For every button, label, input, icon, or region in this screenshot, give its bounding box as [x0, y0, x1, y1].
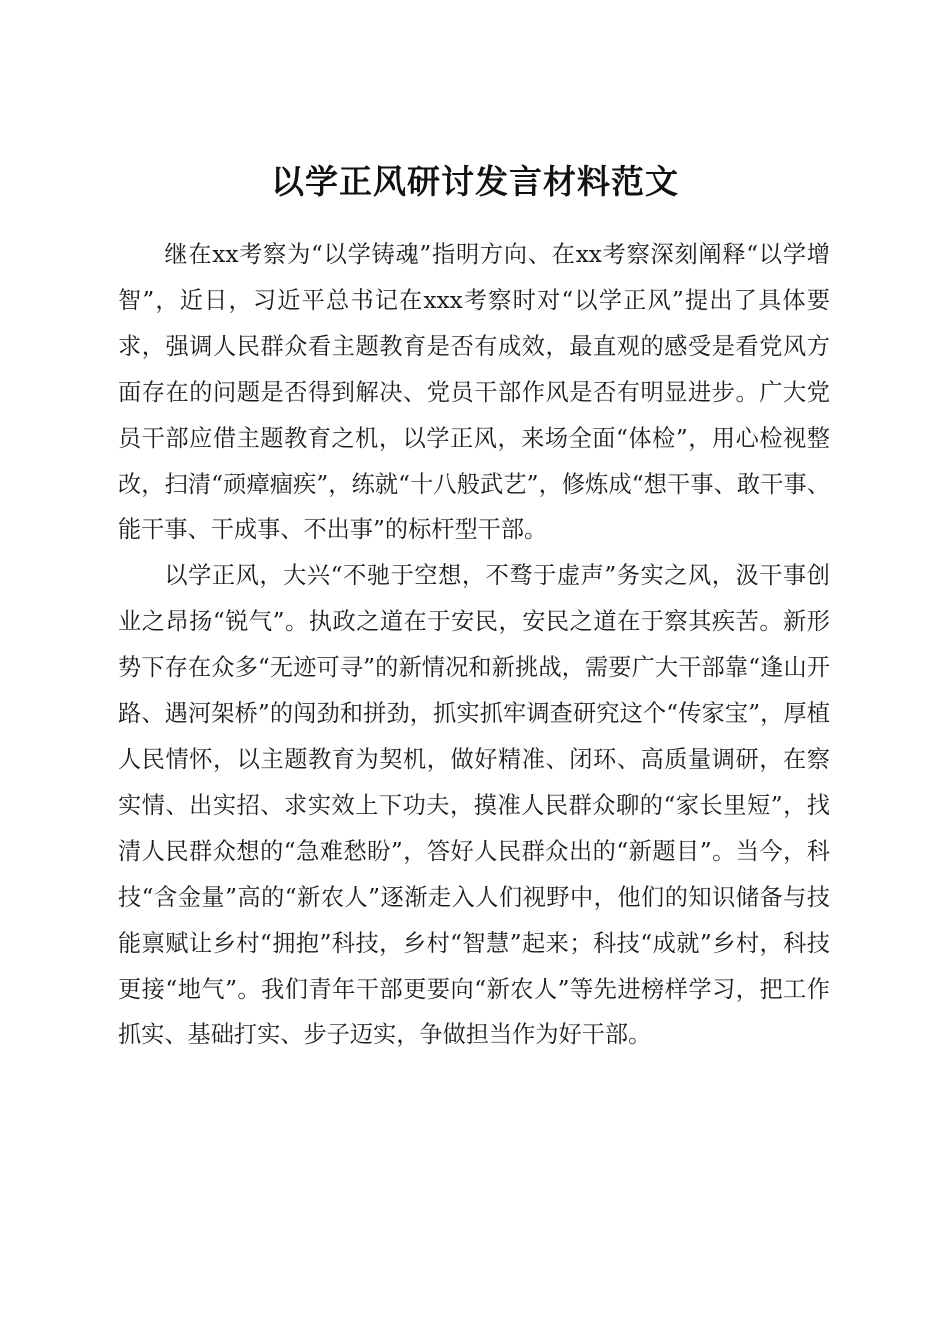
document-title: 以学正风研讨发言材料范文	[271, 162, 679, 202]
paragraph-1: 继在xx考察为“以学铸魂”指明方向、在xx考察深刻阐释“以学增智”，近日，习近平总书记在xxx考察时对“以学正风”提出了具体要求，强调人民群众看主题教育是否有成效，最直观的感受是看党风方面存在的问题是否得到解决、党员干部作风是否有明显进步。广大党员干部应借主题教育之机，以学正风，来场全面“体检”，用心检视整改，扫清“顽瘴痼疾”，练就“十八般武艺”，修炼成“想干事、敢干事、能干事、干成事、不出事”的标杆型干部。	[118, 241, 830, 544]
paragraph-2: 以学正风，大兴“不驰于空想，不骛于虚声”务实之风，汲干事创业之昂扬“锐气”。执政之道在于安民，安民之道在于察其疾苦。新形势下存在众多“无迹可寻”的新情况和新挑战，需要广大干部靠“逢山开路、遇河架桥”的闯劲和拼劲，抓实抓牢调查研究这个“传家宝”，厚植人民情怀，以主题教育为契机，做好精准、闭环、高质量调研，在察实情、出实招、求实效上下功夫，摸准人民群众聊的“家长里短”，找清人民群众想的“急难愁盼”，答好人民群众出的“新题目”。当今，科技“含金量”高的“新农人”逐渐走入人们视野中，他们的知识储备与技能禀赋让乡村“拥抱”科技，乡村“智慧”起来；科技“成就”乡村，科技更接“地气”。我们青年干部更要向“新农人”等先进榜样学习，把工作抓实、基础打实、步子迈实，争做担当作为好干部。	[118, 562, 830, 1049]
document-body	[118, 232, 830, 1058]
